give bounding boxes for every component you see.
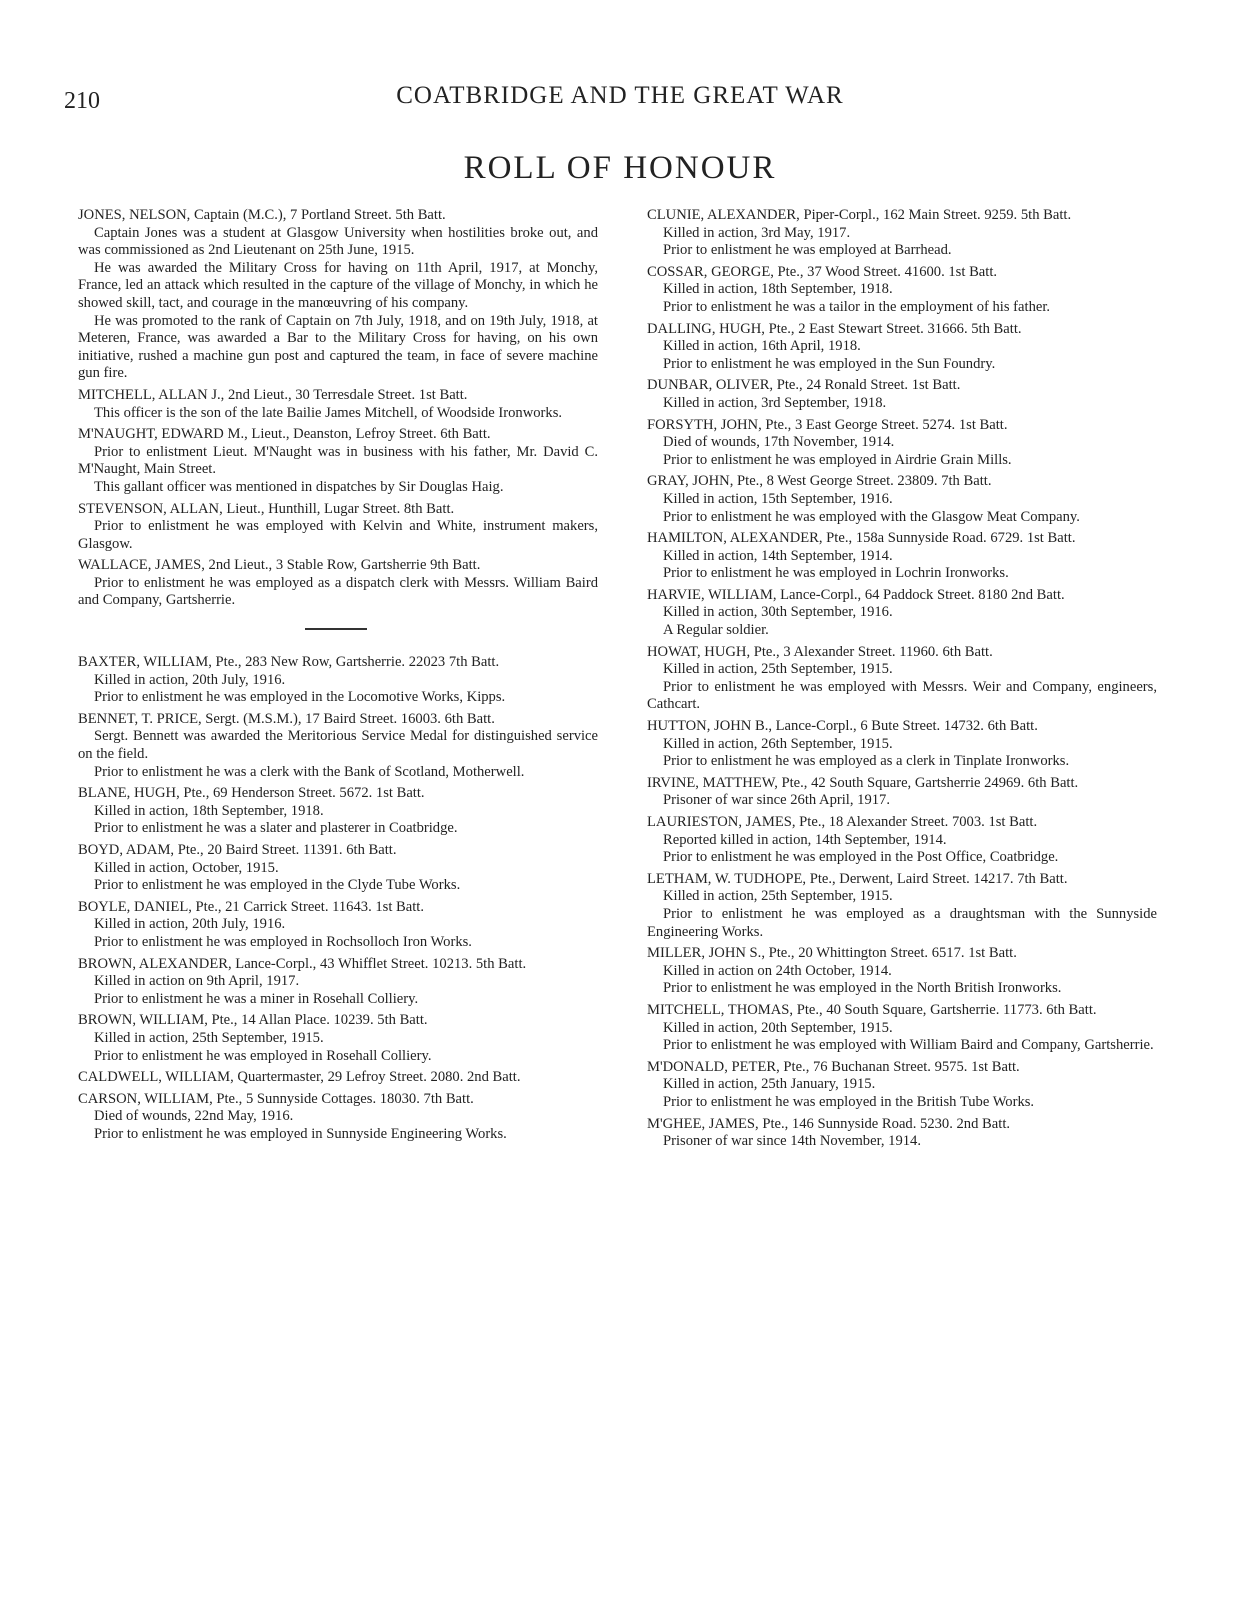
roll-entry [78, 899, 598, 952]
entry-text: Prior to enlistment he was employed in the Post Office, Coatbridge. [663, 849, 1059, 866]
roll-entry [647, 530, 1157, 583]
roll-entry [647, 264, 1157, 317]
entry-text: Prior to enlistment Lieut. M'Naught was in business with his father, Mr. David C. M'Naught, Main Street. [78, 443, 598, 478]
entry-text: Sergt. Bennett was awarded the Meritorious Service Medal for distinguished service on the field. [78, 728, 598, 763]
roll-entry [78, 654, 598, 707]
entry-text: Died of wounds, 22nd May, 1916. [94, 1108, 294, 1125]
running-title: COATBRIDGE AND THE GREAT WAR [396, 82, 844, 109]
entry-text: Prior to enlistment he was employed at Barrhead. [663, 242, 952, 259]
entry-text: He was awarded the Military Cross for having on 11th April, 1917, at Monchy, France, led an attack which resulted in the capture of the village of Monchy, in which he showed skill, tact, and courage in the manœuvring of his company. [78, 259, 598, 311]
roll-entry [78, 1012, 598, 1065]
entry-text: This officer is the son of the late Bailie James Mitchell, of Woodside Ironworks. [94, 404, 563, 421]
entry-text: Killed in action, 15th September, 1916. [663, 490, 893, 507]
entry-heading: HAMILTON, ALEXANDER, Pte., 158a Sunnyside Road. 6729. 1st Batt. [647, 530, 1076, 547]
entry-text: Prior to enlistment he was a miner in Rosehall Colliery. [94, 990, 419, 1007]
roll-entry [647, 321, 1157, 374]
entry-text: Prior to enlistment he was employed in Airdrie Grain Mills. [663, 451, 1012, 468]
entry-text: Reported killed in action, 14th September, 1914. [663, 831, 947, 848]
entry-text: Prior to enlistment he was employed with William Baird and Company, Gartsherrie. [663, 1037, 1154, 1054]
roll-entry [78, 501, 598, 554]
entry-text: Prisoner of war since 14th November, 1914. [663, 1133, 921, 1150]
entry-heading: CARSON, WILLIAM, Pte., 5 Sunnyside Cottages. 18030. 7th Batt. [78, 1090, 474, 1107]
roll-entry [647, 1002, 1157, 1055]
entry-heading: M'NAUGHT, EDWARD M., Lieut., Deanston, Lefroy Street. 6th Batt. [78, 426, 491, 443]
roll-entry [78, 207, 598, 383]
roll-entry [647, 1116, 1157, 1151]
entry-heading: BLANE, HUGH, Pte., 69 Henderson Street. 5672. 1st Batt. [78, 785, 425, 802]
entry-heading: DUNBAR, OLIVER, Pte., 24 Ronald Street. 1st Batt. [647, 377, 961, 394]
roll-entry [647, 814, 1157, 867]
entry-text: Prior to enlistment he was employed in Lochrin Ironworks. [663, 565, 1009, 582]
section-title: ROLL OF HONOUR [463, 150, 777, 186]
entry-heading: M'DONALD, PETER, Pte., 76 Buchanan Street. 9575. 1st Batt. [647, 1058, 1020, 1075]
entry-text: Prior to enlistment he was employed in the Sun Foundry. [663, 355, 996, 372]
roll-entry [78, 387, 598, 422]
entry-heading: M'GHEE, JAMES, Pte., 146 Sunnyside Road. 5230. 2nd Batt. [647, 1115, 1011, 1132]
entry-heading: BENNET, T. PRICE, Sergt. (M.S.M.), 17 Baird Street. 16003. 6th Batt. [78, 710, 495, 727]
entry-text: Prior to enlistment he was a clerk with the Bank of Scotland, Motherwell. [94, 763, 525, 780]
roll-entry [78, 426, 598, 496]
entry-text: Prior to enlistment he was employed as a dispatch clerk with Messrs. William Baird and Company, Gartsherrie. [78, 574, 598, 609]
entry-text: Killed in action, 25th September, 1915. [663, 888, 893, 905]
entry-text: Killed in action on 24th October, 1914. [663, 962, 892, 979]
roll-entry [78, 956, 598, 1009]
entry-heading: HOWAT, HUGH, Pte., 3 Alexander Street. 11960. 6th Batt. [647, 643, 993, 660]
entry-text: Killed in action, 30th September, 1916. [663, 604, 893, 621]
entry-text: A Regular soldier. [663, 622, 769, 639]
entry-text: Killed in action, 25th September, 1915. [663, 661, 893, 678]
roll-entry [78, 842, 598, 895]
roll-entry [647, 587, 1157, 640]
entry-heading: IRVINE, MATTHEW, Pte., 42 South Square, Gartsherrie 24969. 6th Batt. [647, 774, 1079, 791]
entry-text: Killed in action, 3rd May, 1917. [663, 224, 851, 241]
entry-text: Died of wounds, 17th November, 1914. [663, 434, 895, 451]
roll-entry [647, 644, 1157, 714]
roll-entry [78, 1091, 598, 1144]
entry-text: Killed in action, 16th April, 1918. [663, 338, 861, 355]
entry-text: Prior to enlistment he was employed with Kelvin and White, instrument makers, Glasgow. [78, 518, 598, 552]
roll-entry [647, 417, 1157, 470]
entry-heading: MITCHELL, ALLAN J., 2nd Lieut., 30 Terresdale Street. 1st Batt. [78, 386, 468, 403]
entry-text: Killed in action, 20th July, 1916. [94, 671, 286, 688]
entry-heading: FORSYTH, JOHN, Pte., 3 East George Street. 5274. 1st Batt. [647, 416, 1008, 433]
other-ranks-list-right [647, 207, 1157, 1151]
roll-entry [78, 1069, 598, 1087]
entry-text: Killed in action, 18th September, 1918. [663, 281, 893, 298]
entry-text: Prior to enlistment he was a slater and plasterer in Coatbridge. [94, 820, 458, 837]
entry-text: Prior to enlistment he was employed as a clerk in Tinplate Ironworks. [663, 753, 1070, 770]
entry-text: Prior to enlistment he was employed as a draughtsman with the Sunnyside Engineering Works. [647, 905, 1157, 940]
roll-entry [647, 207, 1157, 260]
roll-entry [78, 711, 598, 781]
officers-list [78, 207, 598, 610]
entry-text: Killed in action, 3rd September, 1918. [663, 394, 887, 411]
roll-entry [78, 785, 598, 838]
entry-text: Prior to enlistment he was employed in Rosehall Colliery. [94, 1047, 432, 1064]
entry-text: Prior to enlistment he was employed in the Clyde Tube Works. [94, 877, 461, 894]
entry-text: Killed in action, 20th September, 1915. [663, 1019, 893, 1036]
entry-heading: MILLER, JOHN S., Pte., 20 Whittington Street. 6517. 1st Batt. [647, 945, 1017, 962]
entry-text: Prior to enlistment he was employed in Sunnyside Engineering Works. [94, 1125, 507, 1142]
entry-text: He was promoted to the rank of Captain on 7th July, 1918, and on 19th July, 1918, at Meteren, France, was awarded a Bar to the Military Cross for having, on his own initiative, rushed a machine gun post and captured the team, in face of severe machine gun fire. [78, 312, 598, 382]
entry-text: Prior to enlistment he was a tailor in the employment of his father. [663, 298, 1051, 315]
roll-entry [647, 775, 1157, 810]
entry-text: Killed in action, 26th September, 1915. [663, 735, 893, 752]
entry-text: Prior to enlistment he was employed in the British Tube Works. [663, 1093, 1035, 1110]
entry-heading: JONES, NELSON, Captain (M.C.), 7 Portland Street. 5th Batt. [78, 207, 446, 223]
entry-text: Killed in action, 25th September, 1915. [94, 1029, 324, 1046]
entry-heading: BOYLE, DANIEL, Pte., 21 Carrick Street. 11643. 1st Batt. [78, 898, 425, 915]
right-column [647, 207, 1157, 1155]
roll-entry [647, 1059, 1157, 1112]
roll-entry [647, 871, 1157, 941]
entry-heading: STEVENSON, ALLAN, Lieut., Hunthill, Lugar Street. 8th Batt. [78, 500, 455, 517]
entry-heading: CALDWELL, WILLIAM, Quartermaster, 29 Lefroy Street. 2080. 2nd Batt. [78, 1069, 521, 1086]
entry-heading: GRAY, JOHN, Pte., 8 West George Street. 23809. 7th Batt. [647, 473, 992, 490]
entry-text: Killed in action on 9th April, 1917. [94, 973, 300, 990]
entry-text: Killed in action, 14th September, 1914. [663, 547, 893, 564]
other-ranks-list-left [78, 654, 598, 1143]
entry-heading: LETHAM, W. TUDHOPE, Pte., Derwent, Laird Street. 14217. 7th Batt. [647, 870, 1068, 887]
page-number: 210 [64, 88, 100, 114]
entry-text: This gallant officer was mentioned in dispatches by Sir Douglas Haig. [94, 478, 504, 495]
entry-heading: HARVIE, WILLIAM, Lance-Corpl., 64 Paddock Street. 8180 2nd Batt. [647, 586, 1065, 603]
roll-entry [647, 945, 1157, 998]
entry-heading: DALLING, HUGH, Pte., 2 East Stewart Street. 31666. 5th Batt. [647, 320, 1022, 337]
entry-heading: BAXTER, WILLIAM, Pte., 283 New Row, Gartsherrie. 22023 7th Batt. [78, 654, 500, 671]
entry-heading: BROWN, WILLIAM, Pte., 14 Allan Place. 10239. 5th Batt. [78, 1012, 428, 1029]
entry-text: Prior to enlistment he was employed in the Locomotive Works, Kipps. [94, 689, 506, 706]
roll-entry [647, 473, 1157, 526]
page-header [0, 80, 1240, 120]
entry-heading: BOYD, ADAM, Pte., 20 Baird Street. 11391. 6th Batt. [78, 842, 397, 858]
entry-text: Killed in action, 25th January, 1915. [663, 1076, 876, 1093]
entry-heading: WALLACE, JAMES, 2nd Lieut., 3 Stable Row, Gartsherrie 9th Batt. [78, 557, 481, 574]
entry-text: Killed in action, October, 1915. [94, 859, 279, 876]
entry-heading: BROWN, ALEXANDER, Lance-Corpl., 43 Whifflet Street. 10213. 5th Batt. [78, 955, 527, 972]
entry-text: Killed in action, 18th September, 1918. [94, 802, 324, 819]
left-column [78, 207, 598, 1148]
roll-entry [647, 377, 1157, 412]
roll-entry [647, 718, 1157, 771]
entry-heading: MITCHELL, THOMAS, Pte., 40 South Square, Gartsherrie. 11773. 6th Batt. [647, 1001, 1097, 1018]
entry-heading: CLUNIE, ALEXANDER, Piper-Corpl., 162 Main Street. 9259. 5th Batt. [647, 207, 1072, 223]
entry-text: Prior to enlistment he was employed in the North British Ironworks. [663, 980, 1062, 997]
entry-heading: LAURIESTON, JAMES, Pte., 18 Alexander Street. 7003. 1st Batt. [647, 814, 1038, 830]
entry-text: Prior to enlistment he was employed with Messrs. Weir and Company, engineers, Cathcart. [647, 678, 1157, 713]
entry-heading: COSSAR, GEORGE, Pte., 37 Wood Street. 41600. 1st Batt. [647, 263, 998, 280]
section-divider [305, 628, 367, 630]
entry-text: Prisoner of war since 26th April, 1917. [663, 792, 890, 809]
entry-text: Captain Jones was a student at Glasgow University when hostilities broke out, and was commissioned as 2nd Lieutenant on 25th June, 1915. [78, 224, 598, 259]
entry-text: Prior to enlistment he was employed with the Glasgow Meat Company. [663, 508, 1080, 525]
entry-text: Prior to enlistment he was employed in Rochsolloch Iron Works. [94, 933, 472, 950]
roll-entry [78, 557, 598, 610]
entry-heading: HUTTON, JOHN B., Lance-Corpl., 6 Bute Street. 14732. 6th Batt. [647, 718, 1038, 735]
entry-text: Killed in action, 20th July, 1916. [94, 916, 286, 933]
